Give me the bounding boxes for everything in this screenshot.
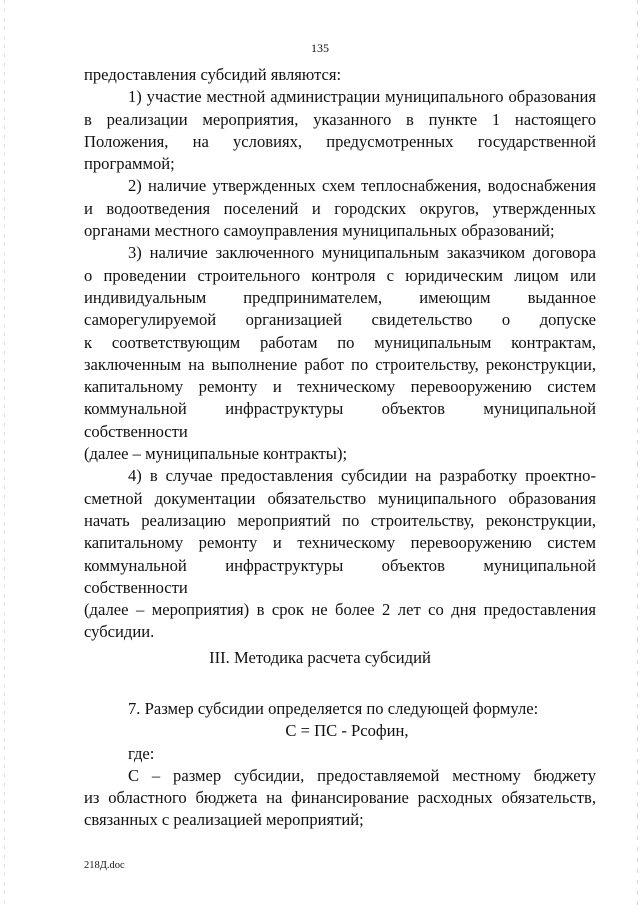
- text-line: коммунальной инфраструктуры объектов муниципальной собственности: [84, 555, 596, 597]
- paragraph-4: [84, 465, 596, 643]
- text-line: 3) наличие заключенного муниципальным заказчиком договора: [128, 243, 596, 263]
- section-heading: III. Методика расчета субсидий: [209, 648, 431, 667]
- text-line: из областного бюджета на финансирование расходных обязательств,: [84, 788, 596, 808]
- text-line: программой;: [84, 154, 175, 174]
- formula-intro: 7. Размер субсидии определяется по следующей формуле:: [128, 699, 539, 718]
- text-line: заключенным на выполнение работ по строительству, реконструкции,: [84, 354, 596, 374]
- text-line: в реализации мероприятия, указанного в пункте 1 настоящего: [84, 109, 596, 129]
- text-line: саморегулируемой организацией свидетельство о допуске: [84, 310, 596, 330]
- text-line: 1) участие местной администрации муниципального образования: [128, 87, 596, 107]
- text-line: индивидуальным предпринимателем, имеющим выданное: [84, 287, 596, 307]
- text-line: предоставления субсидий являются:: [84, 65, 342, 84]
- text-line: (далее – муниципальные контракты);: [84, 444, 348, 464]
- paragraph-3: [84, 242, 596, 465]
- text-line: к соответствующим работам по муниципальным контрактам,: [84, 332, 596, 352]
- text-line: 4) в случае предоставления субсидии на разработку проектно-: [128, 466, 596, 486]
- text-line: органами местного самоуправления муниципальных образований;: [84, 221, 555, 241]
- scan-edge-right: [637, 0, 638, 905]
- text-line: коммунальной инфраструктуры объектов муниципальной собственности: [84, 399, 596, 441]
- body-text: [84, 64, 596, 644]
- formula: С = ПС - Рсофин,: [285, 721, 409, 741]
- formula-section: [84, 698, 596, 832]
- text-line: С – размер субсидии, предоставляемой местному бюджету: [128, 765, 596, 785]
- scan-edge-left: [4, 0, 5, 905]
- text-line: начать реализацию мероприятий по строительству, реконструкции,: [84, 510, 596, 530]
- text-line: сметной документации обязательство муниципального образования: [84, 488, 596, 508]
- text-line: и водоотведения поселений и городских округов, утвержденных: [84, 198, 596, 218]
- text-line: 2) наличие утвержденных схем теплоснабжения, водоснабжения: [128, 176, 596, 196]
- text-line: капитальному ремонту и техническому перевооружению систем: [84, 377, 596, 397]
- text-line: капитальному ремонту и техническому перевооружению систем: [84, 533, 596, 553]
- text-line: Положения, на условиях, предусмотренных государственной: [84, 131, 596, 151]
- footer-filename: 218Д.doc: [84, 860, 125, 871]
- text-line: (далее – мероприятия) в срок не более 2 лет со дня предоставления: [84, 600, 596, 620]
- text-line: субсидии.: [84, 622, 155, 642]
- paragraph-1: [84, 86, 596, 175]
- text-line: о проведении строительного контроля с юридическим лицом или: [84, 265, 596, 285]
- text-line: связанных с реализацией мероприятий;: [84, 810, 364, 830]
- formula-where: где:: [128, 743, 155, 763]
- paragraph-2: [84, 175, 596, 242]
- page-number: 135: [311, 41, 329, 55]
